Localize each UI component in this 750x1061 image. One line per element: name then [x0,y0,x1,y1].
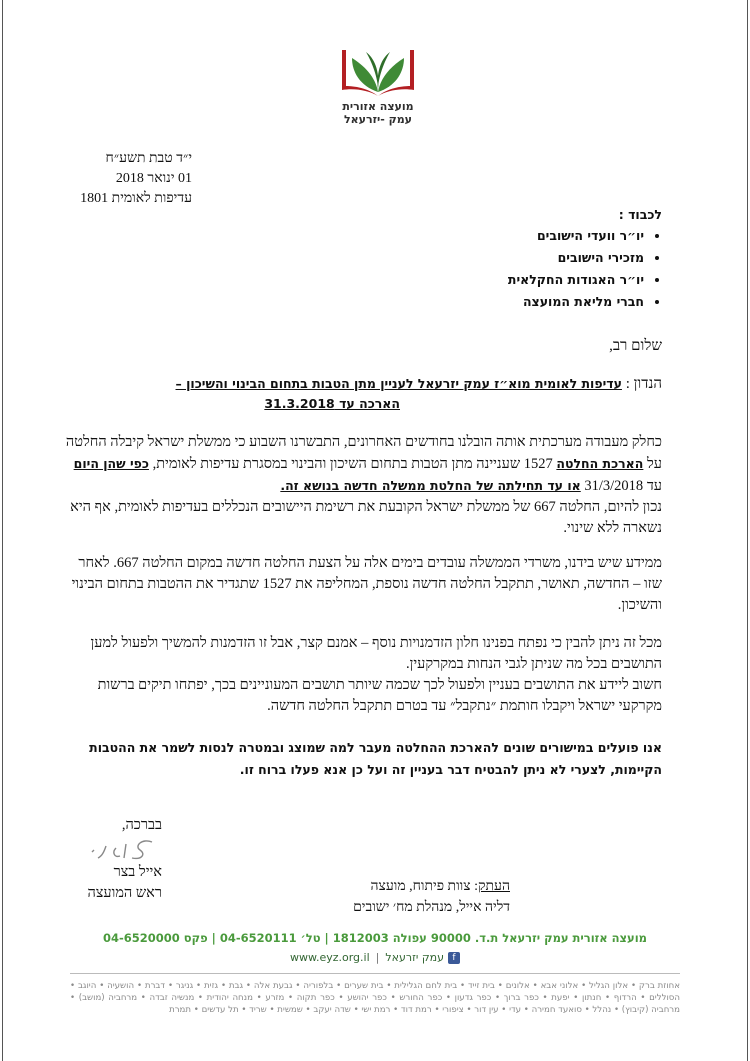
website-link[interactable]: www.eyz.org.il [289,951,370,964]
page-border-right [747,0,748,1061]
addressee-to: לכבוד : [618,207,662,222]
gregorian-date: 01 ינואר 2018 [115,171,192,186]
cc-line1: : צוות פיתוח, מועצה [370,879,478,894]
subject-block [60,374,662,414]
page-border-left [2,0,3,1061]
council-name-line1: מועצה אזורית [342,100,414,113]
list-item: • חברי מליאת המועצה [262,291,644,313]
leaf-book-icon [338,40,418,100]
reference-number: עדיפות לאומית 1801 [80,191,192,206]
paragraph-2: ממידע שיש בידנו, משרדי הממשלה עובדים בימים אלה על הצעת החלטה חדשה במקום החלטה 667. לאחר שזו – החדשה, תאושר, תתקבל החלטה חדשה נוספת, המחליפה את 1527 שתגדיר את ההטבות בתחום הבינוי והשיכון. [71,555,662,613]
paragraph-4: אנו פועלים במישורים שונים להארכת ההחלטה מעבר למה שמוצג ובמטרה לנסות לשמר את ההטבות הקיימות, לצערי לא ניתן להבטיח דבר בעניין זה ועל כן אנא פעלו ברוח זו. [89,740,662,777]
list-item: • מזכירי הישובים [262,247,644,269]
signature-block [42,815,162,904]
addressee-block [262,207,662,313]
footer-divider [70,973,680,974]
cc-block [250,876,510,918]
settlements-list: אחוזת ברק • אלון הגליל • אלוני אבא • אלונים • בית זייד • בית לחם הגלילית • בית שערים • בלפוריה • גבעת אלה • גבת • גזית • גניגר • דברת • הושעיה • היוגב • הסוללים • הרדוף • חנתון • יפעת • כפר ברוך • כפר גדעון • כפר החורש • כפר יהושע • כפר תקוה • מזרע • מנחה יהודית • מנשיה זבדה • מרחביה (מושב) • מרחביה (קיבוץ) • נהלל • סואעד חמירה • עדי • עין דור • ציפורי • רמת דוד • רמת ישי • שדה יעקב • שמשית • שריד • תל עדשים • תמרת [70,981,680,1015]
subject-line2: הארכה עד 31.3.2018 [264,396,400,411]
paragraph-1-text-g: נכון להיום, החלטה 667 של ממשלת ישראל הקובעת את רשימת היישובים הנכללים בעדיפות לאומית, אף היא נשארה ללא שינוי. [70,499,662,536]
paragraph-1-emphasis-f: או עד תחילתה של החלטת ממשלה חדשה בנושא זה. [280,478,581,493]
paragraph-1-text-c: 1527 שעניינה מתן הטבות בתחום השיכון והבינוי במסגרת עדיפות לאומית, [152,456,553,472]
closing: בברכה, [121,817,162,833]
subject-label: הנדון : [625,376,662,392]
list-item: • יו״ר האגודות החקלאית [262,269,644,291]
council-name-line2: עמק -יזרעאל [343,113,413,126]
cc-line2: דליה אייל, מנהלת מח׳ ישובים [353,900,510,915]
greeting: שלום רב, [609,338,662,354]
facebook-icon: f [448,952,460,964]
paragraph-1-text-a: כחלק מעבודה מערכתית אותה הובלנו בחודשים האחרונים, התבשרנו השבוע כי ממשלת ישראל קיבלה החלטה על [65,434,662,472]
paragraph-3-text-a: מכל זה ניתן להבין כי נפתח בפנינו חלון הזדמנויות נוסף – אמנם קצר, אבל זו הזדמנות להמשיך ולפעול למען התושבים בכל מה שניתן לגבי הנחות במקרקעין. [90,635,662,672]
hebrew-date: י״ד טבת תשע״ח [105,151,192,166]
subject-line1: עדיפות לאומית מוא״ז עמק יזרעאל לעניין מתן הטבות בתחום הבינוי והשיכון – [175,376,622,391]
facebook-link[interactable]: עמק יזרעאל [385,951,445,964]
handwritten-signature [82,836,162,862]
signer-name: אייל בצר [113,864,162,880]
paragraph-1-emphasis-b: הארכת החלטה [556,456,644,471]
paragraph-1-text-e: עד 31/3/2018 [584,478,662,494]
paragraph-1 [60,432,662,539]
footer-web [70,951,680,964]
signer-title: ראש המועצה [87,885,162,901]
footer-separator: | [375,951,380,964]
footer-contact: מועצה אזורית עמק יזרעאל ת.ד. 90000 עפולה 1812003 | טל׳ 04-6520111 | פקס 04-6520000 [103,931,647,945]
paragraph-3 [60,633,662,717]
list-item: • יו״ר וועדי הישובים [262,225,644,247]
paragraph-1-emphasis-d: כפי שהן היום [73,456,149,471]
paragraph-3-text-b: חשוב ליידע את התושבים בעניין ולפעול לכך שכמה שיותר תושבים המעוניינים בכך, יפתחו תיקים ברשות מקרקעי ישראל ויקבלו חותמת ״נתקבל״ עד בטרם תתקבל החלטה חדשה. [97,677,662,714]
council-logo [330,40,426,126]
cc-label: העתק [477,879,510,894]
date-block [22,149,192,209]
addressee-list [262,225,662,313]
